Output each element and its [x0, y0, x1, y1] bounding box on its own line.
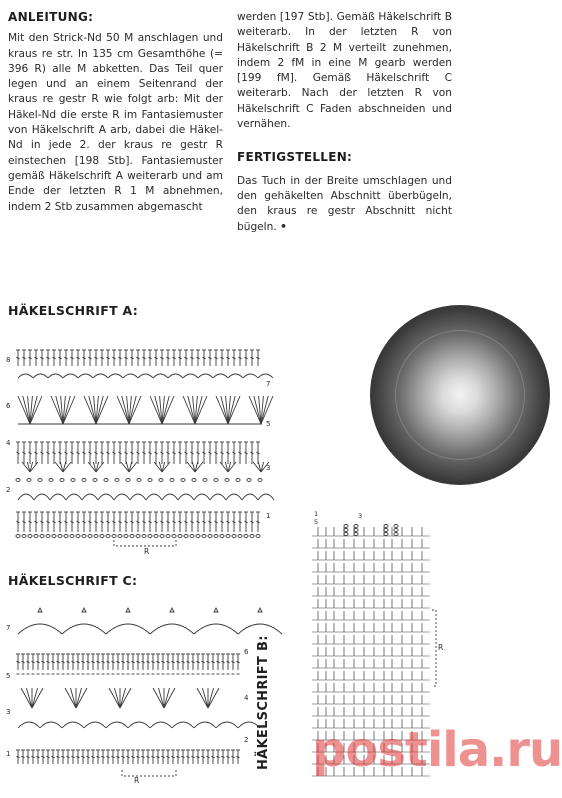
chart-a-scallop-row2	[162, 494, 178, 500]
chart-a-chain-row3	[181, 479, 185, 482]
chart-a-chain-base	[142, 535, 146, 538]
chart-a-scallop-row2	[242, 494, 258, 500]
chart-a-chain-base	[208, 535, 212, 538]
chart-a-chain-base	[160, 535, 164, 538]
instructions-heading: ANLEITUNG:	[8, 10, 94, 24]
end-bullet: •	[280, 220, 287, 233]
chart-a-chain-row3	[137, 479, 141, 482]
chart-a-chain-base	[232, 535, 236, 538]
chart-c-stitch-row1-bar	[81, 756, 84, 757]
chart-c-fan-row3-3	[208, 688, 214, 708]
chart-a-scallop-row2	[146, 494, 162, 500]
chart-a-chain-row3	[148, 479, 152, 482]
instructions-continued-column	[237, 10, 452, 235]
chart-c-fan-row3-4	[32, 688, 43, 708]
chart-c-stitch-row1-bar	[121, 756, 124, 757]
chart-c-stitch-row1-bar	[16, 756, 19, 757]
chart-a-chain-base	[118, 535, 122, 538]
chart-a-scallop-row2	[258, 494, 274, 500]
chart-c-stitch-row1-bar	[26, 756, 29, 757]
chart-a-scallop-row7	[33, 374, 48, 378]
chart-a-chain-base	[220, 535, 224, 538]
chart-a-chain-row3	[159, 479, 163, 482]
chart-a-scallop-row2	[50, 494, 66, 500]
chart-c-stitch-row1-bar	[36, 756, 39, 757]
chart-c-arch-row7	[194, 624, 238, 634]
chart-c-fan-row3-4	[76, 688, 87, 708]
chart-a-title: HÄKELSCHRIFT A:	[8, 303, 139, 318]
chart-a-chain-row3	[60, 479, 64, 482]
chart-c-stitch-row1-bar	[151, 756, 154, 757]
chart-c-stitch-row1-bar	[186, 756, 189, 757]
chart-a-chain-base	[256, 535, 260, 538]
chart-c-picot	[38, 608, 42, 612]
chart-c-fan-row3-1	[115, 688, 121, 708]
chart-a-chain-row3	[115, 479, 119, 482]
chart-a-chain-row3	[16, 479, 20, 482]
chart-a-scallop-row7	[48, 374, 63, 378]
chart-c-stitch-row1-bar	[51, 756, 54, 757]
chart-b-chain-top	[384, 525, 388, 528]
chart-a-chain-base	[124, 535, 128, 538]
chart-b-chain-top	[354, 525, 358, 528]
chart-a-chain-base	[76, 535, 80, 538]
chart-c-stitch-row1-bar	[126, 756, 129, 757]
chart-c-stitch-row1-bar	[206, 756, 209, 757]
chart-a-chain-row3	[71, 479, 75, 482]
chart-c-picot	[258, 608, 262, 612]
chart-c-fan-row3-1	[159, 688, 165, 708]
chart-c-stitch-row1-bar	[216, 756, 219, 757]
chart-a-scallop-row2	[34, 494, 50, 500]
chart-a-scallop-row7	[18, 374, 33, 378]
finishing-heading: FERTIGSTELLEN:	[237, 150, 353, 165]
chart-a-scallop-row7	[183, 374, 198, 378]
chart-a-chain-base	[130, 535, 134, 538]
chart-c-scallop-row2	[62, 722, 84, 728]
chart-a-scallop-row2	[82, 494, 98, 500]
chart-c-fan-row3-3	[32, 688, 38, 708]
chart-a-chain-base	[106, 535, 110, 538]
chart-a-chain-base	[88, 535, 92, 538]
chart-c-stitch-row1-bar	[176, 756, 179, 757]
chart-a-scallop-row2	[130, 494, 146, 500]
chart-a-scallop-row7	[108, 374, 123, 378]
chart-c-stitch-row1-bar	[106, 756, 109, 757]
chart-a-chain-row3	[126, 479, 130, 482]
chart-c-fan-row3-1	[71, 688, 77, 708]
chart-c-row-5: 5	[6, 672, 11, 680]
chart-c-fan-row3-0	[65, 688, 76, 708]
chart-c-arch-row7	[238, 624, 282, 634]
chart-c-row-7: 7	[6, 624, 11, 632]
chart-c-stitch-row1-bar	[86, 756, 89, 757]
chart-a-chain-row3	[258, 479, 262, 482]
chart-c-stitch-row1-bar	[111, 756, 114, 757]
chart-c-stitch-row1-bar	[76, 756, 79, 757]
chart-b-chain-top	[394, 533, 398, 536]
chart-a-scallop-row7	[213, 374, 228, 378]
chart-a-scallop-row2	[66, 494, 82, 500]
chart-a-scallop-row7	[258, 374, 273, 378]
crochet-chart-c	[4, 596, 254, 786]
yarn-ball-highlight	[395, 330, 525, 460]
instructions-column	[8, 10, 223, 215]
chart-a-scallop-row7	[63, 374, 78, 378]
chart-a-chain-row3	[170, 479, 174, 482]
chart-b-chain-top	[354, 533, 358, 536]
chart-a-chain-base	[178, 535, 182, 538]
chart-a-row-8: 8	[6, 356, 11, 364]
chart-c-stitch-row1-bar	[46, 756, 49, 757]
chart-c-stitch-row1-bar	[226, 756, 229, 757]
chart-c-stitch-row1-bar	[201, 756, 204, 757]
chart-c-row-1: 1	[6, 750, 11, 758]
chart-a-scallop-row2	[98, 494, 114, 500]
chart-a-scallop-row7	[93, 374, 108, 378]
chart-a-row-6: 6	[6, 402, 11, 410]
chart-a-chain-base	[46, 535, 50, 538]
chart-c-repeat-label: R	[134, 776, 140, 785]
chart-a-row-4: 4	[6, 439, 11, 447]
chart-c-picot	[170, 608, 174, 612]
chart-c-stitch-row1-bar	[166, 756, 169, 757]
chart-a-chain-row3	[93, 479, 97, 482]
chart-c-stitch-row1-bar	[181, 756, 184, 757]
chart-a-scallop-row7	[123, 374, 138, 378]
chart-a-chain-row3	[82, 479, 86, 482]
chart-c-fan-row3-4	[120, 688, 131, 708]
chart-c-scallop-row2	[172, 722, 194, 728]
chart-a-chain-base	[136, 535, 140, 538]
chart-a-chain-base	[238, 535, 242, 538]
chart-a-scallop-row2	[226, 494, 242, 500]
chart-a-chain-base	[82, 535, 86, 538]
chart-a-repeat-bracket	[114, 540, 176, 546]
chart-a-scallop-row7	[138, 374, 153, 378]
chart-a-row-7: 7	[266, 380, 271, 388]
chart-b-chain-top	[344, 525, 348, 528]
chart-a-chain-row3	[38, 479, 42, 482]
chart-b-row-3: 3	[358, 512, 363, 520]
chart-a-chain-row3	[225, 479, 229, 482]
chart-a-chain-base	[196, 535, 200, 538]
chart-a-chain-base	[52, 535, 56, 538]
chart-c-stitch-row1-bar	[161, 756, 164, 757]
finishing-text	[237, 174, 452, 235]
chart-c-stitch-row1-bar	[66, 756, 69, 757]
chart-a-repeat-label: R	[144, 547, 150, 556]
chart-a-chain-base	[172, 535, 176, 538]
chart-c-stitch-row1-bar	[191, 756, 194, 757]
chart-b-chain-top	[354, 529, 358, 532]
chart-c-fan-row3-0	[153, 688, 164, 708]
chart-b-title: HÄKELSCHRIFT B:	[256, 635, 271, 770]
chart-c-stitch-row1-bar	[41, 756, 44, 757]
chart-c-fan-row3-3	[120, 688, 126, 708]
chart-c-stitch-row1-bar	[136, 756, 139, 757]
chart-c-row-6: 6	[244, 648, 249, 656]
chart-c-fan-row3-0	[21, 688, 32, 708]
chart-a-chain-base	[202, 535, 206, 538]
chart-a-chain-row3	[192, 479, 196, 482]
chart-a-scallop-row2	[194, 494, 210, 500]
chart-c-stitch-row1-bar	[61, 756, 64, 757]
chart-b-chain-top	[394, 529, 398, 532]
chart-b-chain-top	[394, 525, 398, 528]
chart-a-chain-base	[28, 535, 32, 538]
chart-a-chain-base	[16, 535, 20, 538]
chart-a-chain-base	[112, 535, 116, 538]
chart-c-arch-row7	[62, 624, 106, 634]
chart-c-fan-row3-3	[164, 688, 170, 708]
chart-c-stitch-row1-bar	[21, 756, 24, 757]
chart-c-stitch-row1-bar	[56, 756, 59, 757]
chart-c-fan-row3-1	[27, 688, 33, 708]
chart-a-row-3: 3	[266, 464, 271, 472]
chart-a-scallop-row7	[243, 374, 258, 378]
chart-c-stitch-row1-bar	[146, 756, 149, 757]
chart-a-chain-base	[214, 535, 218, 538]
chart-b-chain-top	[344, 529, 348, 532]
instructions-text-continued: werden [197 Stb]. Gemäß Häkelschrift B weiterarb. In der letzten R von Häkelschrift B 2 M verteilt zunehmen, indem 2 fM in eine M gearb werden [199 fM]. Gemäß Häkelschrift C weiterarb. Nach der letzten R von Häkelschrift C Faden abschneiden und vernähen.	[237, 11, 452, 131]
chart-a-chain-base	[190, 535, 194, 538]
chart-a-scallop-row7	[168, 374, 183, 378]
watermark: postila.ru	[312, 722, 562, 778]
chart-a-chain-base	[166, 535, 170, 538]
chart-a-chain-base	[22, 535, 26, 538]
chart-c-stitch-row1-bar	[101, 756, 104, 757]
chart-c-scallop-row2	[18, 722, 40, 728]
chart-c-scallop-row2	[194, 722, 216, 728]
chart-a-row-2: 2	[6, 486, 11, 494]
chart-a-scallop-row7	[198, 374, 213, 378]
chart-a-scallop-row2	[18, 494, 34, 500]
chart-a-chain-row3	[247, 479, 251, 482]
chart-a-chain-row3	[27, 479, 31, 482]
chart-a-chain-row3	[104, 479, 108, 482]
chart-a-chain-base	[70, 535, 74, 538]
chart-a-chain-base	[154, 535, 158, 538]
chart-a-scallop-row7	[153, 374, 168, 378]
chart-a-chain-base	[226, 535, 230, 538]
chart-a-chain-base	[244, 535, 248, 538]
chart-a-chain-base	[184, 535, 188, 538]
chart-c-scallop-row2	[84, 722, 106, 728]
chart-b-chain-top	[384, 533, 388, 536]
chart-c-fan-row3-4	[164, 688, 175, 708]
chart-c-stitch-row1-bar	[96, 756, 99, 757]
chart-a-chain-base	[250, 535, 254, 538]
chart-c-scallop-row2	[40, 722, 62, 728]
chart-c-fan-row3-1	[203, 688, 209, 708]
chart-c-scallop-row2	[128, 722, 150, 728]
chart-b-chain-top	[384, 529, 388, 532]
chart-a-chain-row3	[214, 479, 218, 482]
instructions-text: Mit den Strick-Nd 50 M anschlagen und kraus re str. In 135 cm Gesamthöhe (= 396 R) alle M abketten. Das Teil quer legen und an einem Seitenrand der kraus re gestr R wie folgt arb: Mit der Häkel-Nd die erste R im Fantasiemuster von Häkelschrift A arb, dabei die Häkel-Nd in jede 2. der kraus re gestr R einstechen [198 Stb]. Fantasiemuster gemäß Häkelschrift A weiterarb und am Ende der letzten R 1 M abnehmen, indem 2 Stb zusammen abgemascht	[8, 32, 223, 213]
finishing-body: Das Tuch in der Breite umschlagen und den gehäkelten Abschnitt überbügeln, den kraus re gestr Abschnitt nicht bügeln.	[237, 174, 452, 233]
chart-c-stitch-row1-bar	[116, 756, 119, 757]
chart-c-row-3: 3	[6, 708, 11, 716]
chart-a-scallop-row7	[228, 374, 243, 378]
chart-c-row-2: 2	[244, 736, 249, 744]
chart-c-scallop-row2	[106, 722, 128, 728]
chart-a-chain-base	[64, 535, 68, 538]
chart-c-row-4: 4	[244, 694, 249, 702]
chart-c-arch-row7	[106, 624, 150, 634]
chart-a-chain-base	[94, 535, 98, 538]
chart-c-scallop-row2	[150, 722, 172, 728]
chart-b-repeat-bracket	[432, 610, 436, 686]
chart-c-stitch-row1-bar	[211, 756, 214, 757]
chart-c-stitch-row1-bar	[171, 756, 174, 757]
chart-a-scallop-row7	[78, 374, 93, 378]
chart-c-picot	[214, 608, 218, 612]
chart-a-chain-base	[58, 535, 62, 538]
chart-a-chain-row3	[203, 479, 207, 482]
chart-b-row-1: 1	[314, 510, 319, 518]
chart-a-chain-base	[100, 535, 104, 538]
chart-c-fan-row3-0	[197, 688, 208, 708]
chart-c-stitch-row1-bar	[131, 756, 134, 757]
chart-c-picot	[82, 608, 86, 612]
crochet-chart-a	[4, 340, 276, 558]
chart-b-chain-top	[344, 533, 348, 536]
chart-c-stitch-row1-bar	[196, 756, 199, 757]
chart-a-scallop-row2	[114, 494, 130, 500]
chart-b-repeat-label: R	[438, 643, 444, 652]
chart-a-chain-base	[40, 535, 44, 538]
chart-a-chain-row3	[49, 479, 53, 482]
chart-a-row-5: 5	[266, 420, 271, 428]
chart-c-repeat-bracket	[122, 770, 176, 776]
chart-a-chain-base	[148, 535, 152, 538]
chart-c-stitch-row1-bar	[236, 756, 239, 757]
chart-a-scallop-row2	[210, 494, 226, 500]
chart-a-chain-row3	[236, 479, 240, 482]
chart-c-stitch-row1-bar	[141, 756, 144, 757]
chart-c-fan-row3-4	[208, 688, 219, 708]
chart-c-picot	[126, 608, 130, 612]
chart-b-row-5: 5	[314, 518, 319, 526]
chart-c-title: HÄKELSCHRIFT C:	[8, 573, 138, 588]
chart-c-fan-row3-0	[109, 688, 120, 708]
chart-a-row-1: 1	[266, 512, 271, 520]
chart-c-scallop-row2	[216, 722, 238, 728]
chart-c-stitch-row1-bar	[91, 756, 94, 757]
chart-c-stitch-row1-bar	[156, 756, 159, 757]
chart-c-arch-row7	[18, 624, 62, 634]
chart-c-stitch-row1-bar	[31, 756, 34, 757]
chart-a-chain-base	[34, 535, 38, 538]
chart-a-scallop-row2	[178, 494, 194, 500]
chart-c-stitch-row1-bar	[231, 756, 234, 757]
chart-c-stitch-row1-bar	[221, 756, 224, 757]
chart-c-arch-row7	[150, 624, 194, 634]
chart-c-stitch-row1-bar	[71, 756, 74, 757]
chart-c-fan-row3-3	[76, 688, 82, 708]
